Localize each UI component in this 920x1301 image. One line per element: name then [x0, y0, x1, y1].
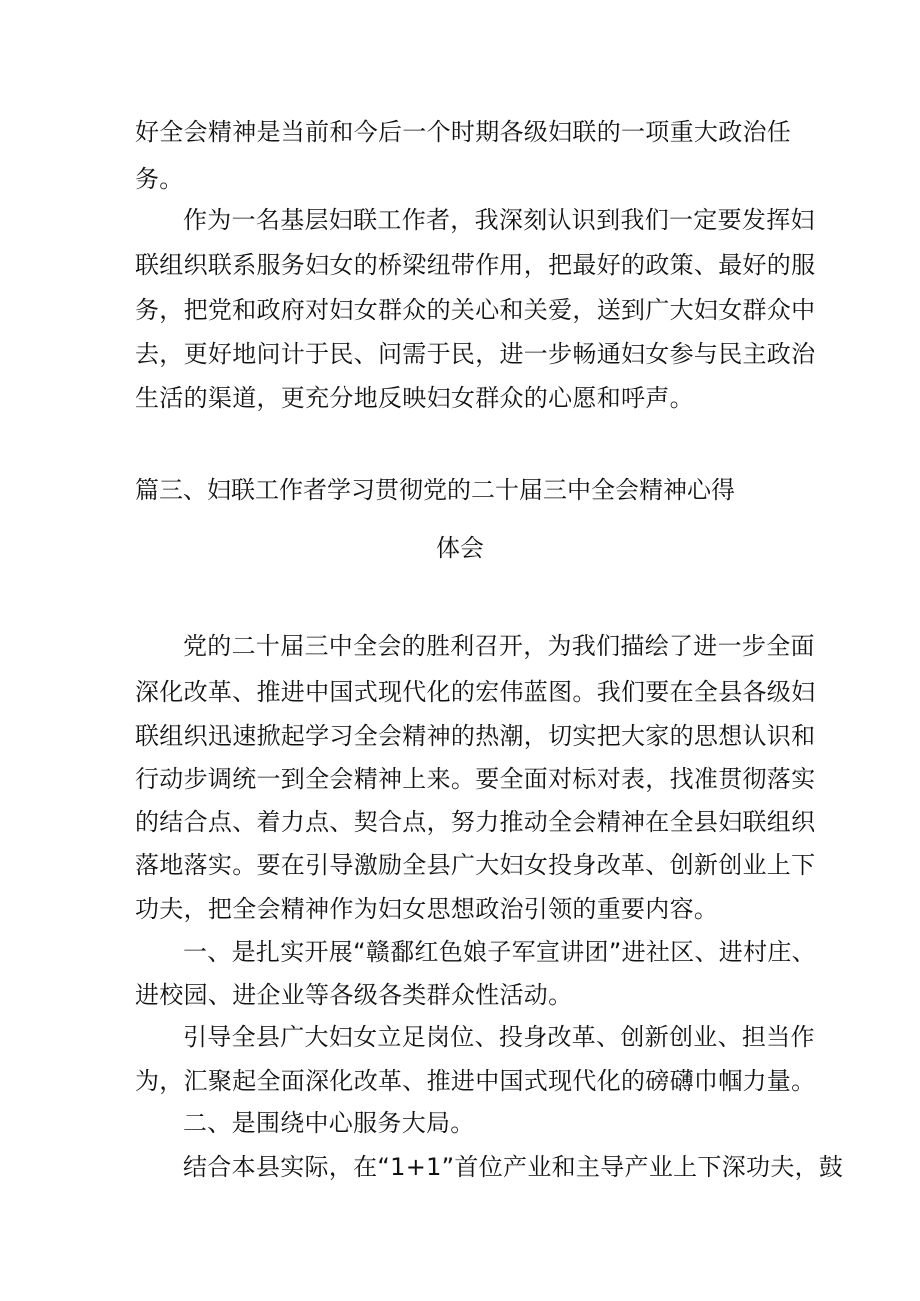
text-line: 的结合点、着力点、契合点，努力推动全会精神在全县妇联组织	[135, 808, 816, 836]
paragraph-first-line: 党的二十届三中全会的胜利召开，为我们描绘了进一步全面	[183, 632, 815, 660]
paragraph-first-line: 二、是围绕中心服务大局。	[183, 1109, 475, 1137]
text-line: 落地落实。要在引导激励全县广大妇女投身改革、创新创业上下	[135, 851, 816, 879]
text-line: 生活的渠道，更充分地反映妇女群众的心愿和呼声。	[135, 384, 694, 412]
text-line: 联组织迅速掀起学习全会精神的热潮，切实把大家的思想认识和	[135, 722, 816, 750]
text-line: 联组织联系服务妇女的桥梁纽带作用，把最好的政策、最好的服	[135, 251, 816, 279]
text-line: 行动步调统一到全会精神上来。要全面对标对表，找准贯彻落实	[135, 765, 816, 793]
text-line: 务。	[135, 165, 184, 193]
text-line: 进校园、进企业等各级各类群众性活动。	[135, 981, 573, 1009]
text-line: 去，更好地问计于民、问需于民，进一步畅通妇女参与民主政治	[135, 340, 816, 368]
paragraph-first-line: 一、是扎实开展“赣鄱红色娘子军宣讲团”进社区、进村庄、	[183, 938, 816, 966]
text-line: 深化改革、推进中国式现代化的宏伟蓝图。我们要在全县各级妇	[135, 678, 816, 706]
text-line: 为，汇聚起全面深化改革、推进中国式现代化的磅礴巾帼力量。	[135, 1067, 816, 1095]
section-title-continuation: 体会	[436, 534, 484, 562]
paragraph-first-line: 结合本县实际，在“1+1”首位产业和主导产业上下深功夫，鼓	[183, 1153, 844, 1181]
text-line: 功夫，把全会精神作为妇女思想政治引领的重要内容。	[135, 895, 719, 923]
paragraph-first-line: 引导全县广大妇女立足岗位、投身改革、创新创业、担当作	[183, 1023, 815, 1051]
section-title: 篇三、妇联工作者学习贯彻党的二十届三中全会精神心得	[135, 476, 735, 504]
text-line: 务，把党和政府对妇女群众的关心和关爱，送到广大妇女群众中	[135, 296, 816, 324]
paragraph-first-line: 作为一名基层妇联工作者，我深刻认识到我们一定要发挥妇	[183, 206, 815, 234]
text-line: 好全会精神是当前和今后一个时期各级妇联的一项重大政治任	[135, 118, 792, 146]
